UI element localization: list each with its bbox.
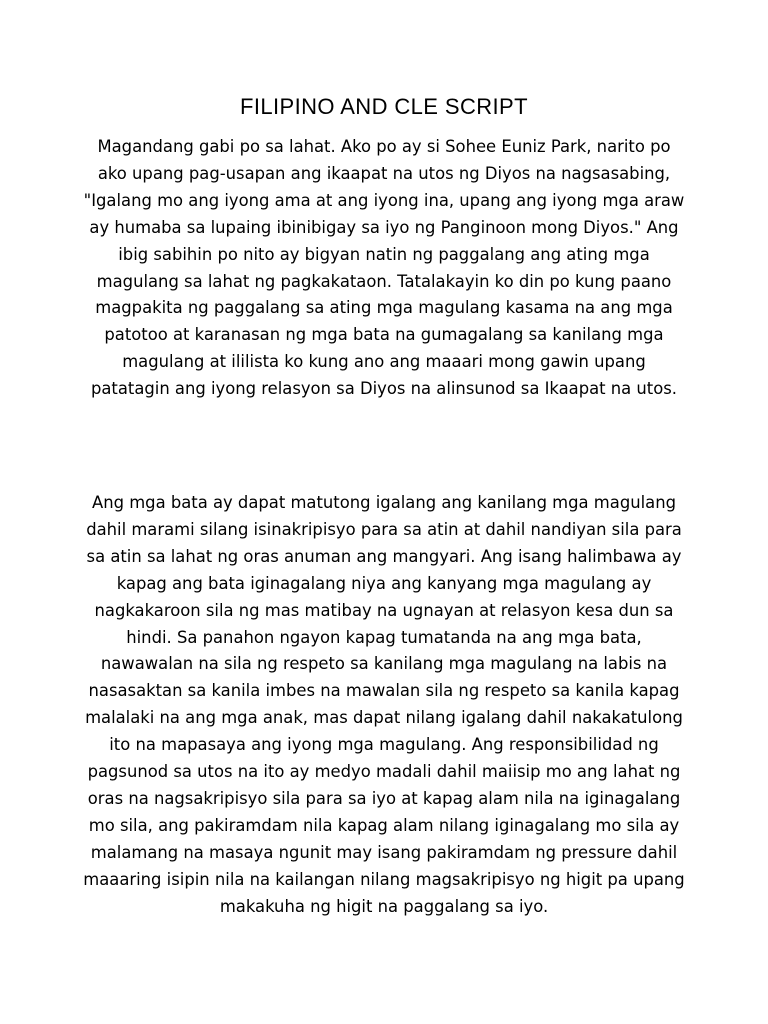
paragraph-line: makakuha ng higit na paggalang sa iyo. [219, 896, 549, 916]
paragraph-line: Ang mga bata ay dapat matutong igalang ang kanilang mga magulang [92, 493, 676, 512]
paragraph-line: kapag ang bata iginagalang niya ang kanyang mga magulang ay [116, 573, 652, 593]
paragraph-line: ako upang pag-usapan ang ikaapat na utos ng Diyos na nagsasabing, [97, 163, 671, 183]
paragraph-line: nagkakaroon sila ng mas matibay na ugnayan at relasyon kesa dun sa [94, 600, 674, 620]
paragraph-line: nawawalan na sila ng respeto sa kanilang mga magulang na labis na [100, 654, 668, 674]
paragraph-line: nasasaktan sa kanila imbes na mawalan sila ng respeto sa kanila kapag [88, 681, 680, 701]
paragraph-line: sa atin sa lahat ng oras anuman ang mangyari. Ang isang halimbawa ay [86, 546, 682, 566]
paragraph-line: ito na mapasaya ang iyong mga magulang. Ang responsibilidad ng [109, 735, 659, 755]
paragraph-line: dahil marami silang isinakripisyo para sa atin at dahil nandiyan sila para [86, 519, 682, 539]
paragraph-line: magulang sa lahat ng pagkakataon. Tatalakayin ko din po kung paano [96, 271, 672, 291]
paragraph-line: ay humaba sa lupaing ibinibigay sa iyo ng Panginoon mong Diyos." Ang [89, 217, 679, 237]
paragraph-line: magulang at ililista ko kung ano ang maaari mong gawin upang [122, 352, 646, 372]
paragraph-line: mo sila, ang pakiramdam nila kapag alam nilang iginagalang mo sila ay [88, 815, 680, 835]
paragraph-line: hindi. Sa panahon ngayon kapag tumatanda na ang mga bata, [126, 627, 642, 647]
paragraph-line: maaaring isipin nila na kailangan nilang magsakripisyo ng higit pa upang [83, 869, 685, 889]
document-title: FILIPINO AND CLE SCRIPT [240, 94, 528, 119]
paragraph-line: oras na nagsakripisyo sila para sa iyo at kapag alam nila na iginagalang [87, 788, 681, 808]
paragraph-line: malalaki na ang mga anak, mas dapat nilang igalang dahil nakakatulong [85, 708, 683, 728]
paragraph-line: patatagin ang iyong relasyon sa Diyos na alinsunod sa Ikaapat na utos. [90, 379, 678, 399]
paragraph-line: pagsunod sa utos na ito ay medyo madali dahil maiisip mo ang lahat ng [87, 762, 681, 782]
paragraph-body [60, 490, 708, 921]
paragraph-line: Magandang gabi po sa lahat. Ako po ay si Sohee Euniz Park, narito po [97, 137, 671, 156]
paragraph-intro [60, 134, 708, 403]
paragraph-line: ibig sabihin po nito ay bigyan natin ng paggalang ang ating mga [118, 244, 650, 264]
paragraph-line: malamang na masaya ngunit may isang pakiramdam ng pressure dahil [90, 842, 678, 862]
paragraph-line: magpakita ng paggalang sa ating mga magulang kasama na ang mga [95, 298, 673, 318]
paragraph-line: "Igalang mo ang iyong ama at ang iyong ina, upang ang iyong mga araw [83, 190, 685, 210]
paragraph-line: patotoo at karanasan ng mga bata na gumagalang sa kanilang mga [104, 325, 664, 345]
